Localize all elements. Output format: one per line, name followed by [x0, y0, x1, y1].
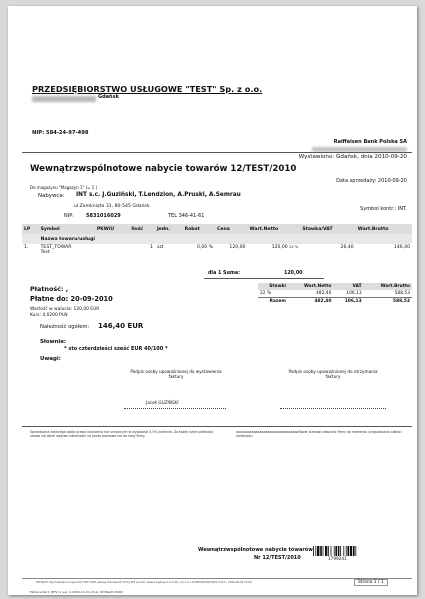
row-vat: 26,40 [340, 245, 354, 250]
form-info: Faktura-Vat 1 (EFV) 1 ver: 1.2000.11.20 (druk: INT-NeXt 2000) [30, 590, 124, 594]
buyer-nip: 5831016029 [86, 213, 121, 219]
row-symbol: TEST_TOWAR Test [40, 245, 72, 255]
table-row: 22 % 482,40 106,13 588,53 [260, 291, 410, 296]
footer-number: Nr 12/TEST/2010 [254, 555, 301, 561]
col-name: Nazwa towaru/usługi [39, 234, 412, 244]
vat-col-vat: VAT [333, 283, 363, 290]
row-net: 120,00 22 % [271, 245, 299, 250]
row-price: 120,00 [229, 245, 246, 250]
summary-value: 120,00 [284, 271, 303, 276]
table-row [22, 244, 412, 256]
total-label: Należność ogółem: [40, 324, 90, 330]
col-unit: Jedn. [155, 224, 183, 234]
vat-header-row [258, 283, 412, 290]
row-unit: szt [156, 245, 164, 250]
vat-col-gross: Wart.Brutto [364, 283, 412, 290]
exchange-rate: Kurs: 4,0200 PLN [30, 313, 68, 318]
buyer-address: ul.Zamknięta 31, 80-545 Gdańsk [74, 204, 150, 209]
remarks-label: Uwagi: [40, 356, 61, 362]
summary-divider [204, 278, 324, 279]
col-pkwiu: PKWiU [95, 224, 129, 234]
page-indicator: Strona 1 / 1 [354, 579, 388, 586]
total-value: 146,40 EUR [98, 322, 144, 330]
col-price: Cena [215, 224, 247, 234]
buyer-tel: TEL 346-41-61 [168, 213, 205, 219]
buyer-symbol: Symbol kontr.: INT. [360, 206, 407, 212]
warehouse: Do magazynu "Magazyn 1" (= 1 ) [30, 185, 98, 190]
header-divider [22, 152, 412, 153]
col-qty: Ilość [129, 224, 155, 234]
vat-table [258, 283, 412, 305]
vat-col-net: Wart.Netto [288, 283, 333, 290]
buyer-nip-label: NIP: [64, 213, 74, 219]
row-lp: 1. [24, 245, 29, 250]
items-header-row [22, 224, 412, 234]
issuer-signature-caption: Podpis osoby upoważnionej do wystawienia faktury [130, 369, 222, 379]
seller-nip: NIP: 584-24-97-498 [32, 130, 89, 136]
col-rate-vat: Stawka/VAT [300, 224, 355, 234]
col-net: Wart.Netto [247, 224, 300, 234]
words-label: Słownie: [40, 339, 67, 345]
seller-street-redacted [32, 96, 96, 102]
payment-method: Płatność: , [30, 285, 69, 293]
items-subheader-row [22, 234, 412, 244]
vat-total-row: Razem 482,40 106,13 588,53 [258, 298, 412, 306]
buyer-name: INT s.c. J.Guziński, T.Lendzion, A.Pruski, A.Semrau [76, 192, 241, 198]
vat-col-rate: Stawki [258, 283, 288, 290]
invoice-page [8, 6, 417, 595]
row-name: Test [40, 250, 50, 255]
payment-due: Płatne do: 20-09-2010 [30, 295, 113, 303]
amount-in-words: * sto czterdzieści sześć EUR 40/100 * [64, 346, 168, 352]
row-qty: 1 [150, 245, 153, 250]
barcode-number: 1799241 [328, 556, 347, 561]
summary-label: dla 1 Suma: [208, 271, 241, 276]
items-table [22, 224, 412, 256]
row-gross: 146,40 [393, 245, 410, 250]
col-discount: Rabat [183, 224, 215, 234]
software-info: INT-NeXT. Wydrukowano programem INT 2000 (wersja Windows®) firmy INT (e-mail: www.int.gda.pl 1.0.1.91) 1.0.1:1.1.1/1500/20/20/220/1.0.0/4 • 2010-09-20 12:00 [36, 581, 252, 584]
seller-city: Gdańsk [98, 94, 119, 100]
barcode-icon [313, 546, 381, 556]
notes-divider [22, 426, 412, 427]
seller-bank: Raiffeisen Bank Polska SA [333, 139, 407, 145]
issuer-signature-line [124, 408, 226, 409]
ownership-note: aaaaaaaaaaaaaaaaaaaaaaaaaaaaaaaaTowar stanowi własność firmy do momentu uregulowania całości należności [236, 430, 402, 439]
row-discount: 0,00 % [196, 245, 214, 250]
buyer-label: Nabywca: [38, 193, 65, 199]
document-title: Wewnątrzwspólnotowe nabycie towarów 12/TEST/2010 [30, 164, 297, 174]
receiver-signature-caption: Podpis osoby upoważnionej do otrzymania faktury [288, 369, 378, 379]
col-symbol: Symbol [39, 224, 95, 234]
col-gross: Wart.Brutto [356, 224, 412, 234]
col-lp: LP [22, 224, 39, 234]
receiver-signature-line [280, 408, 386, 409]
currency-value: Wartość w walucie: 120,00 EUR [30, 307, 100, 312]
sale-date: Data sprzedaży: 2010-09-20 [336, 178, 407, 184]
seller-name: PRZEDSIĘBIORSTWO USŁUGOWE "TEST" Sp. z o.o. [32, 84, 263, 94]
penalty-note: Sprzedawca zastrzega sobie prawo naliczenia kar umownych w wysokości 0,5% dziennie. Za każdy dzień płatności uważa się dzień wpływu należności na konto bankowe lub do kasy firmy. [30, 430, 214, 439]
row-pkwiu [95, 244, 129, 256]
issuer-name: Jacek GUZIŃSKI [146, 400, 179, 405]
issue-place-date: Wystawiono: Gdańsk, dnia 2010-09-20 [298, 154, 407, 160]
footer-title: Wewnątrzwspólnotowe nabycie towarów [198, 547, 313, 553]
